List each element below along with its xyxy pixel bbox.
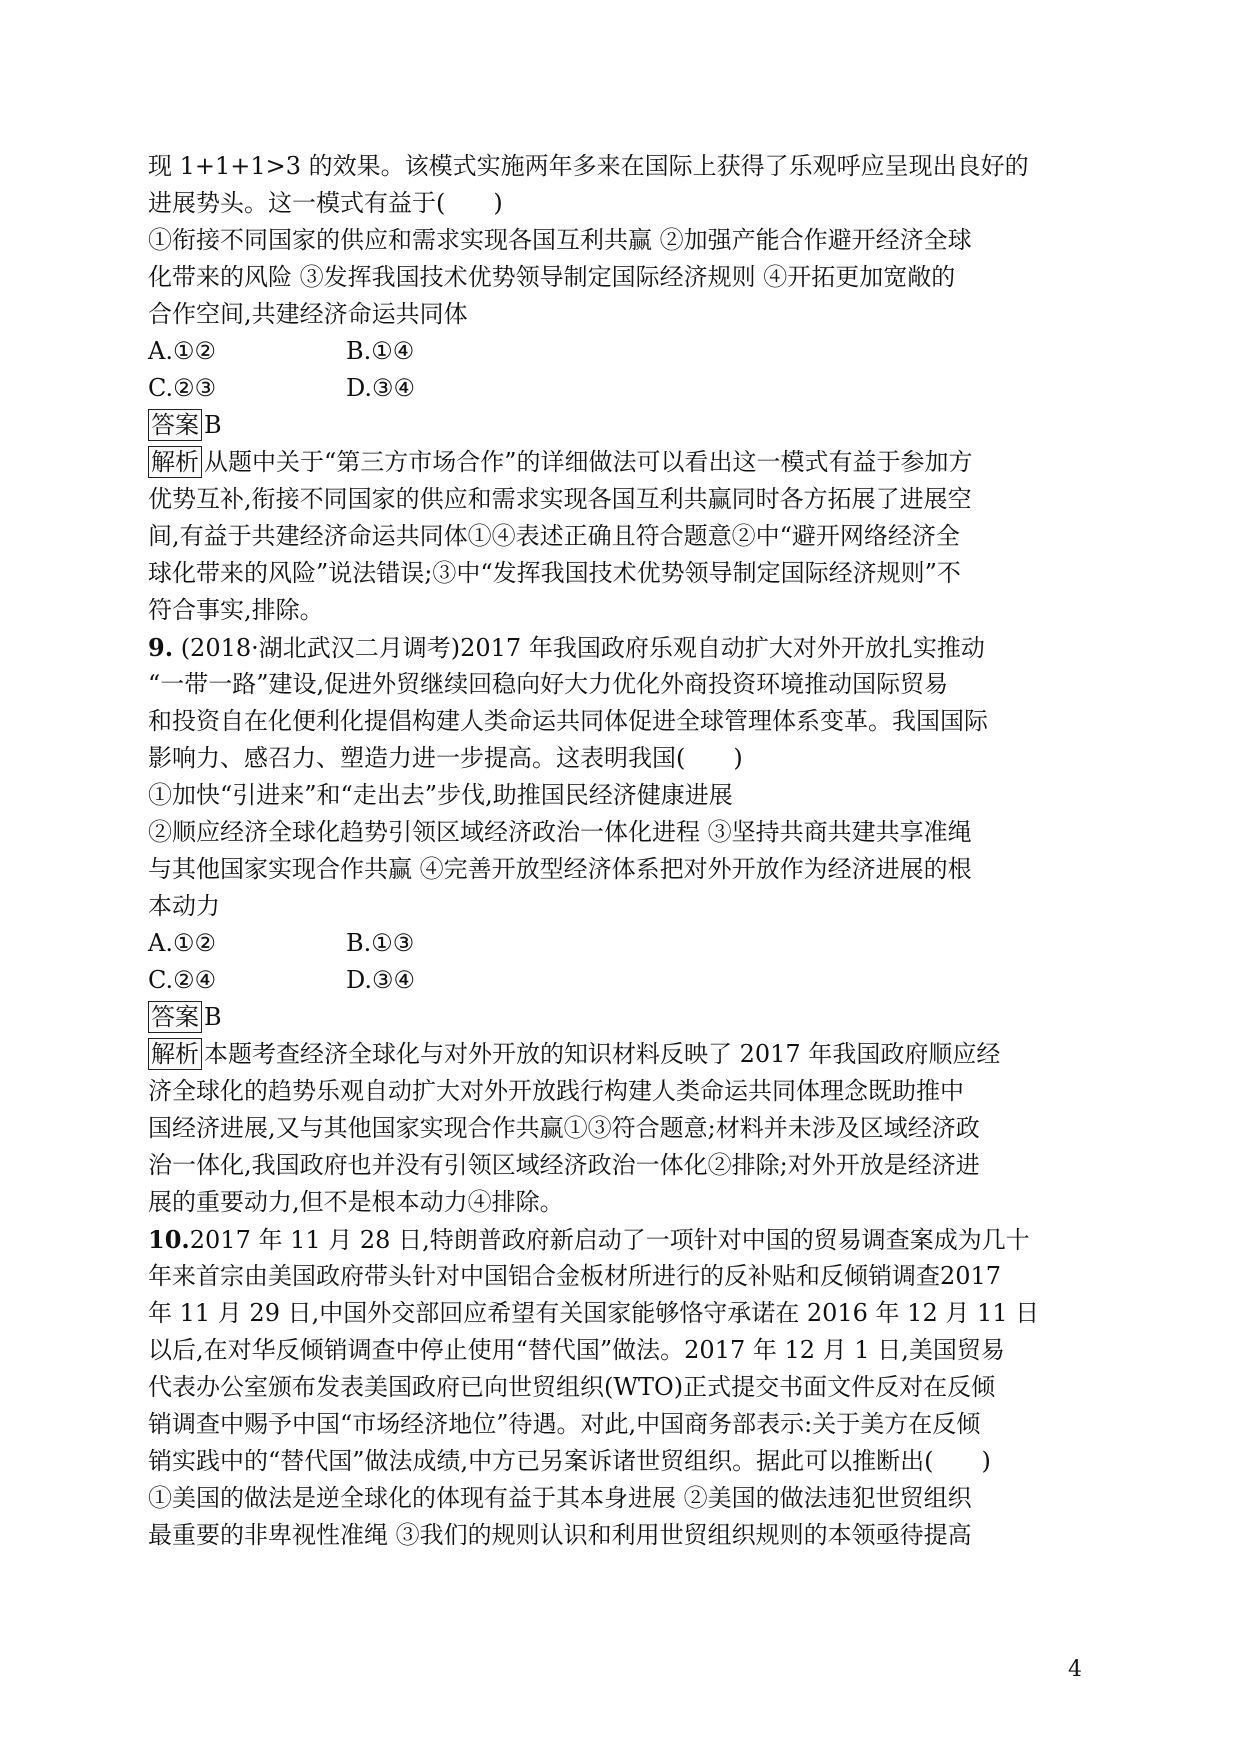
answer-value: B	[204, 1003, 222, 1031]
question-8	[148, 148, 1088, 629]
analysis-line: 优势互补,衔接不同国家的供应和需求实现各国互利共赢同时各方拓展了进展空	[148, 485, 972, 513]
question-text: 2017 年 11 月 28 日,特朗普政府新启动了一项针对中国的贸易调查案成为几十	[189, 1226, 1030, 1254]
analysis-line: 间,有益于共建经济命运共同体①④表述正确且符合题意②中“避开网络经济全	[148, 522, 960, 550]
option-d: D.③④	[346, 374, 416, 402]
option-c: C.②④	[148, 966, 217, 994]
question-9	[148, 629, 1088, 1221]
question-text-line: 合作空间,共建经济命运共同体	[148, 300, 468, 328]
analysis-line: 球化带来的风险”说法错误;③中“发挥我国技术优势领导制定国际经济规则”不	[148, 559, 961, 587]
question-text-line: ②顺应经济全球化趋势引领区域经济政治一体化进程 ③坚持共商共建共享准绳	[148, 818, 972, 846]
analysis-label: 解析	[148, 1038, 202, 1070]
page-number: 4	[1068, 1657, 1082, 1682]
options-row	[148, 925, 1088, 962]
question-text-line: 本动力	[148, 892, 220, 920]
answer-label: 答案	[148, 1001, 202, 1033]
answer-label: 答案	[148, 409, 202, 441]
question-text-line: 销调查中赐予中国“市场经济地位”待遇。对此,中国商务部表示:关于美方在反倾	[148, 1410, 981, 1438]
option-a: A.①②	[148, 929, 216, 957]
option-b: B.①④	[346, 337, 415, 365]
question-text-line: 进展势头。这一模式有益于( )	[148, 189, 503, 217]
question-text-line: 影响力、感召力、塑造力进一步提高。这表明我国( )	[148, 744, 743, 772]
options-row	[148, 370, 1088, 407]
question-text-line: ①衔接不同国家的供应和需求实现各国互利共赢 ②加强产能合作避开经济全球	[148, 226, 972, 254]
question-text-line: 现 1+1+1>3 的效果。该模式实施两年多来在国际上获得了乐观呼应呈现出良好的	[148, 152, 1029, 180]
question-text-line	[148, 629, 1088, 666]
question-text-line: “一带一路”建设,促进外贸继续回稳向好大力优化外商投资环境推动国际贸易	[148, 670, 949, 698]
question-10	[148, 1221, 1088, 1554]
question-text-line: 年来首宗由美国政府带头针对中国铝合金板材所进行的反补贴和反倾销调查2017	[148, 1262, 1002, 1290]
analysis-text: 从题中关于“第三方市场合作”的详细做法可以看出这一模式有益于参加方	[204, 448, 973, 476]
option-b: B.①③	[346, 929, 415, 957]
analysis-line: 展的重要动力,但不是根本动力④排除。	[148, 1188, 564, 1216]
question-text-line: 销实践中的“替代国”做法成绩,中方已另案诉诸世贸组织。据此可以推断出( )	[148, 1447, 991, 1475]
question-text-line: 和投资自在化便利化提倡构建人类命运共同体促进全球管理体系变革。我国国际	[148, 707, 988, 735]
question-text-line: 代表办公室颁布发表美国政府已向世贸组织(WTO)正式提交书面文件反对在反倾	[148, 1373, 996, 1401]
question-text-line	[148, 1221, 1088, 1258]
question-text-line: ①美国的做法是逆全球化的体现有益于其本身进展 ②美国的做法违犯世贸组织	[148, 1484, 972, 1512]
question-text-line: ①加快“引进来”和“走出去”步伐,助推国民经济健康进展	[148, 781, 733, 809]
question-text-line: 年 11 月 29 日,中国外交部回应希望有关国家能够恪守承诺在 2016 年 12 月 11 日	[148, 1299, 1040, 1327]
question-number: 9.	[148, 633, 174, 662]
analysis-line: 治一体化,我国政府也并没有引领区域经济政治一体化②排除;对外开放是经济进	[148, 1151, 980, 1179]
question-text-line: 以后,在对华反倾销调查中停止使用“替代国”做法。2017 年 12 月 1 日,美国贸易	[148, 1336, 1005, 1364]
question-text-line: 与其他国家实现合作共赢 ④完善开放型经济体系把对外开放作为经济进展的根	[148, 855, 972, 883]
answer-line	[148, 999, 1088, 1036]
options-row	[148, 962, 1088, 999]
option-d: D.③④	[346, 966, 416, 994]
question-text-line: 最重要的非卑视性准绳 ③我们的规则认识和利用世贸组织规则的本领亟待提高	[148, 1521, 972, 1549]
question-text: (2018·湖北武汉二月调考)2017 年我国政府乐观自动扩大对外开放扎实推动	[173, 634, 985, 662]
analysis-label: 解析	[148, 446, 202, 478]
option-c: C.②③	[148, 374, 217, 402]
analysis-text: 本题考查经济全球化与对外开放的知识材料反映了 2017 年我国政府顺应经	[204, 1040, 1001, 1068]
question-number: 10.	[148, 1225, 190, 1254]
options-row	[148, 333, 1088, 370]
answer-line	[148, 407, 1088, 444]
analysis-line: 符合事实,排除。	[148, 596, 324, 624]
option-a: A.①②	[148, 337, 216, 365]
document-body	[148, 148, 1088, 1554]
question-text-line: 化带来的风险 ③发挥我国技术优势领导制定国际经济规则 ④开拓更加宽敞的	[148, 263, 956, 291]
analysis-line	[148, 1036, 1088, 1073]
analysis-line: 国经济进展,又与其他国家实现合作共赢①③符合题意;材料并未涉及区域经济政	[148, 1114, 980, 1142]
answer-value: B	[204, 411, 222, 439]
analysis-line	[148, 444, 1088, 481]
analysis-line: 济全球化的趋势乐观自动扩大对外开放践行构建人类命运共同体理念既助推中	[148, 1077, 964, 1105]
